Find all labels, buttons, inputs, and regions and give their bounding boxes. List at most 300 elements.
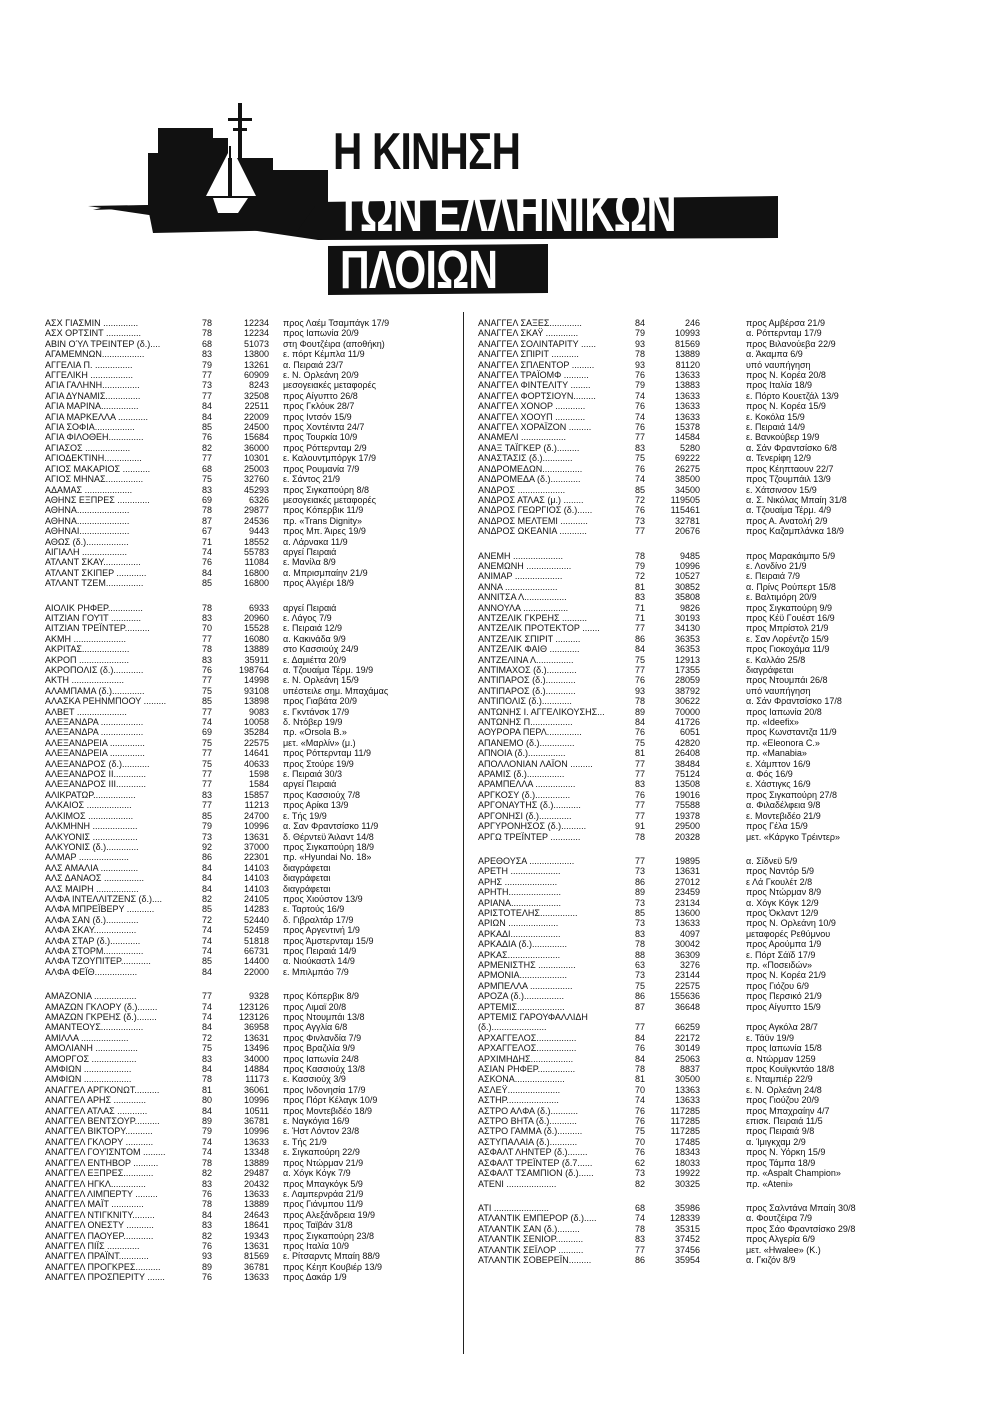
- ship-row: [478, 1043, 908, 1053]
- tonnage: 13631: [243, 1240, 269, 1251]
- build-year: 77: [634, 855, 645, 866]
- tonnage: 81120: [675, 359, 700, 370]
- ship-row: [45, 485, 455, 495]
- ship-row: [478, 328, 908, 338]
- ship-row: [45, 526, 455, 536]
- build-year: 86: [201, 852, 212, 863]
- build-year: 77: [634, 432, 645, 443]
- build-year: 74: [634, 1213, 645, 1224]
- ship-row: [45, 391, 455, 401]
- ship-row: [478, 821, 908, 831]
- tonnage: 16080: [243, 633, 269, 644]
- ship-name: ΑΝΤΖΕΛΙΚ ΣΠΙΡΙΤ ..........: [478, 633, 581, 644]
- ship-name: ΑΝΝΙΤΣΑ Λ.................: [478, 592, 567, 603]
- ship-row: [478, 1203, 908, 1213]
- ship-name: ΑΝΤΙΠΟΛΙΣ (δ.)............: [478, 696, 572, 707]
- status: προς Φινλανδία 7/9: [283, 1032, 362, 1043]
- tonnage: 6933: [248, 602, 269, 613]
- build-year: 77: [201, 769, 212, 780]
- build-year: 78: [634, 939, 645, 950]
- status: ε. Καλλάο 25/8: [746, 654, 806, 665]
- status: προς Βραζιλία 9/9: [283, 1043, 356, 1054]
- ship-row: [45, 665, 455, 675]
- build-year: 85: [201, 578, 212, 589]
- status: προς Σιγκαπούρη 18/9: [283, 841, 374, 852]
- tonnage: 27012: [674, 876, 700, 887]
- status: προς Σάο Φραντσίσκο 29/8: [746, 1223, 856, 1234]
- status: ε. Πόρτο Κουετζάλ 13/9: [746, 390, 839, 401]
- status: α. Πρίνς Ρούπερτ 15/8: [746, 581, 836, 592]
- tonnage: 13363: [674, 1084, 700, 1095]
- build-year: 68: [201, 338, 212, 349]
- build-year: 70: [201, 623, 212, 634]
- ship-row: [478, 1085, 908, 1095]
- build-year: 82: [201, 1230, 212, 1241]
- ship-row: [478, 1168, 908, 1178]
- tonnage: 30852: [674, 581, 700, 592]
- ship-name: ΑΣΚΟΝΑ....................: [478, 1074, 565, 1085]
- build-year: 82: [201, 1168, 212, 1179]
- ship-row: [478, 991, 908, 1001]
- ship-row: [478, 551, 908, 561]
- ship-row: [478, 644, 908, 654]
- status: ε. Κοκόλα 15/9: [746, 411, 805, 422]
- ship-row: [478, 1064, 908, 1074]
- status: πρ. «Ateni»: [746, 1178, 793, 1189]
- status: προς Κέηπ Κουβιέρ 13/9: [283, 1261, 383, 1272]
- ship-name: ΑΝΑΓΓΕΛ ΛΙΜΠΕΡΤΥ .........: [45, 1188, 158, 1199]
- status: ε. Πειραιά 14/9: [746, 422, 806, 433]
- ship-row: [45, 1074, 455, 1084]
- ship-row: [45, 1189, 455, 1199]
- tonnage: 12234: [243, 328, 269, 339]
- ship-row: [478, 1054, 908, 1064]
- build-year: 84: [201, 862, 212, 873]
- tonnage: 19343: [243, 1230, 269, 1241]
- status: ε. Καλουντμπόργκ 17/9: [283, 453, 376, 464]
- status: προς Σιγκαπούρη 9/9: [746, 602, 832, 613]
- ship-name: ΑΡΓΟΝΗΣΙ (δ.).............: [478, 810, 572, 821]
- tonnage: 13800: [243, 349, 269, 360]
- build-year: 79: [201, 1126, 212, 1137]
- build-year: 83: [201, 1053, 212, 1064]
- status: υπέστειλε σημ. Μπαχάμας: [283, 685, 389, 696]
- status: προς Αρούμπα 1/9: [746, 939, 822, 950]
- build-year: 74: [201, 1012, 212, 1022]
- build-year: 67: [201, 526, 212, 537]
- ship-name: ΑΛΕΞΑΝΔΡΟΣ ΙΙΙ............: [45, 779, 146, 790]
- ship-row: [478, 582, 908, 592]
- status: ε. Μπιλμπάο 7/9: [283, 966, 349, 977]
- build-year: 78: [201, 602, 212, 613]
- ship-name: ΑΔΑΜΑΣ ...................: [45, 484, 133, 495]
- ship-name: ΑΛΚΜΗΝΗ ..................: [45, 821, 138, 832]
- ship-row: [45, 1158, 455, 1168]
- tonnage: 30193: [674, 612, 700, 623]
- ship-name: ΑΝΑΓΓΕΛ ΦΙΝΤΕΛΙΤΥ ........: [478, 380, 591, 391]
- ship-row: [45, 1168, 455, 1178]
- ship-row: [45, 852, 455, 862]
- status: προς Τάμπα 18/9: [746, 1157, 816, 1168]
- tonnage: 10996: [243, 1126, 269, 1137]
- build-year: 74: [201, 546, 212, 557]
- ship-row: [478, 686, 908, 696]
- status: α. Σαν Φραντσίσκο 11/9: [283, 821, 379, 832]
- status: ε. Τάϋν 19/9: [746, 1032, 795, 1043]
- ship-name: ΑΛΦΑ ΦΕΪΘ.................: [45, 966, 138, 977]
- build-year: 70: [634, 1084, 645, 1095]
- tonnage: 10301: [243, 453, 269, 464]
- status: ε. Τής 19/9: [283, 810, 327, 821]
- tonnage: 24500: [243, 422, 269, 433]
- tonnage: 29487: [243, 1168, 269, 1179]
- status: δ. Θέρντεϋ Άιλαντ 14/8: [283, 831, 374, 842]
- build-year: 78: [201, 505, 212, 516]
- status: προς Αρίκα 13/9: [283, 800, 349, 811]
- tonnage: 198764: [238, 665, 269, 675]
- status: α. Σάν Φραντσίσκο 6/8: [746, 442, 837, 453]
- ship-row: [45, 748, 455, 758]
- ship-name: ΑΛΙΚΡΑΤΩΡ.................: [45, 789, 136, 800]
- status: προς Ταϊβάν 31/8: [283, 1220, 353, 1231]
- build-year: 93: [634, 685, 645, 696]
- ship-name: ΑΝΔΡΟΜΕΔΑ (δ.)............: [478, 474, 581, 485]
- build-year: 77: [634, 1244, 645, 1255]
- ship-row: [478, 960, 908, 970]
- build-year: 71: [634, 602, 645, 613]
- ship-name: ΑΘΩΣ (δ.).................: [45, 536, 129, 547]
- ship-row: [45, 1085, 455, 1095]
- ship-name: ΑΝΑΜΕΛΙ ..................: [478, 432, 567, 443]
- ship-name: ΑΜΑΖΩΝ ΓΚΛΟΡΥ (δ.)........: [45, 1001, 158, 1012]
- ship-row: [45, 727, 455, 737]
- tonnage: 117285: [670, 1116, 700, 1127]
- ship-row: [45, 1002, 455, 1012]
- build-year: 76: [201, 557, 212, 568]
- title-line-2: ΤΩΝ ΕΛΛΗΝΙΚΩΝ: [336, 179, 676, 244]
- ship-row: [478, 1095, 908, 1105]
- ship-group: [478, 318, 908, 537]
- ship-row: [45, 1262, 455, 1272]
- tonnage: 36353: [674, 644, 700, 655]
- ship-row: [45, 495, 455, 505]
- ship-name: ΑΓΙΑ ΓΑΛΗΝΗ...............: [45, 380, 140, 391]
- build-year: 76: [634, 463, 645, 474]
- tonnage: 75588: [674, 800, 700, 811]
- tonnage: 36309: [674, 949, 700, 960]
- ship-row: [478, 1002, 908, 1012]
- status: προς Κασσιούχ 7/8: [283, 789, 361, 800]
- ship-row: [45, 915, 455, 925]
- tonnage: 14998: [243, 675, 269, 686]
- ship-name: ΑΛΕΞΑΝΔΡΕΙΑ ..............: [45, 737, 145, 748]
- ship-row: [478, 380, 908, 390]
- build-year: 85: [201, 904, 212, 915]
- build-year: 83: [201, 789, 212, 800]
- ship-row: [45, 1220, 455, 1230]
- status: προς Ιταλία 18/9: [746, 380, 813, 391]
- tonnage: 123126: [238, 1001, 269, 1012]
- build-year: 76: [634, 1147, 645, 1158]
- ship-row: [45, 412, 455, 422]
- status: προς Γιαβάτα 20/9: [283, 696, 357, 707]
- build-year: 85: [634, 907, 645, 918]
- status: ε. Τής 21/9: [283, 1136, 327, 1147]
- status: α. Χόγκ Κόγκ 12/9: [746, 897, 819, 908]
- ship-row: [45, 925, 455, 935]
- status: προς Ν. Ορλεάνη 10/9: [746, 918, 836, 929]
- ship-row: [478, 485, 908, 495]
- build-year: 76: [634, 505, 645, 516]
- build-year: 79: [634, 328, 645, 339]
- tonnage: 13631: [674, 866, 700, 877]
- ship-row: [478, 1255, 908, 1265]
- status: προς Κασσιούχ 13/8: [283, 1064, 366, 1075]
- ship-name: ΑΛΦΑ ΙΝΤΕΛΛΙΤΖΕΝΣ (δ.)....: [45, 893, 163, 904]
- build-year: 77: [201, 991, 212, 1002]
- ship-name: ΑΘΗΝΑΙ....................: [45, 526, 130, 537]
- ship-row: [478, 748, 908, 758]
- build-year: 84: [634, 318, 645, 328]
- ship-name: ΑΝΝΑ .....................: [478, 581, 558, 592]
- tonnage: 66259: [674, 1022, 700, 1033]
- ship-name: ΑΡΜΟΝΙΑ...................: [478, 970, 568, 981]
- ship-row: [45, 884, 455, 894]
- build-year: 75: [201, 758, 212, 769]
- status: ε. Γκντάνσκ 17/9: [283, 706, 350, 717]
- tonnage: 36000: [243, 442, 269, 453]
- status: προς Αργεντινή 1/9: [283, 925, 360, 936]
- ship-row: [45, 967, 455, 977]
- ship-name: ΑΡΜΠΕΛΛΑ .................: [478, 980, 573, 991]
- tonnage: 14584: [674, 432, 700, 443]
- tonnage: 75124: [674, 769, 700, 780]
- ship-name: ΑΝΤΙΠΑΡΟΣ (δ.)............: [478, 685, 576, 696]
- tonnage: 15857: [243, 789, 269, 800]
- ship-name: ΑΛΚΥΟΝΙΣ (δ.).............: [45, 841, 139, 852]
- ship-name: ΑΡΙΣΤΟΤΕΛΗΣ...............: [478, 907, 578, 918]
- tonnage: 36061: [243, 1084, 269, 1095]
- tonnage: 51073: [243, 338, 269, 349]
- tonnage: 24536: [243, 515, 269, 526]
- ship-row: [45, 1043, 455, 1053]
- status: προς Ναντόρ 5/9: [746, 866, 815, 877]
- status: πρ. «Orsola B.»: [283, 727, 347, 738]
- ship-row: [45, 1137, 455, 1147]
- tonnage: 14283: [243, 904, 269, 915]
- ship-name: ΑΡΚΑΣ.....................: [478, 949, 561, 960]
- ship-row: [45, 1064, 455, 1074]
- tonnage: 15378: [674, 422, 700, 433]
- status: υπό ναυπήγηση: [746, 359, 811, 370]
- tonnage: 6051: [679, 727, 700, 738]
- ship-row: [45, 717, 455, 727]
- ship-row: [45, 821, 455, 831]
- ship-row: [45, 904, 455, 914]
- ship-row: [478, 981, 908, 991]
- build-year: 84: [634, 717, 645, 728]
- ship-row: [478, 1234, 908, 1244]
- build-year: 85: [634, 484, 645, 495]
- status: ε. Ν. Ορλεάνη 20/9: [283, 370, 359, 381]
- ship-row: [478, 811, 908, 821]
- build-year: 76: [634, 727, 645, 738]
- status: ε. Κασσιούχ 3/9: [283, 1074, 346, 1085]
- tonnage: 9485: [679, 550, 700, 561]
- status: προς Γιόζου 6/9: [746, 980, 810, 991]
- ship-row: [45, 360, 455, 370]
- ship-name: ΑΜΑΝΤΕΟΥΣ.................: [45, 1022, 144, 1033]
- ship-row: [45, 474, 455, 484]
- build-year: 84: [201, 401, 212, 412]
- tonnage: 38484: [674, 758, 700, 769]
- ship-name: ΑΝΑΓΓΕΛ ΗΓΚΛ..............: [45, 1178, 146, 1189]
- status: α. Ντώρμαν 1259: [746, 1053, 816, 1064]
- build-year: 88: [634, 949, 645, 960]
- status: α. Σάν Φραντσίσκο 17/8: [746, 696, 842, 707]
- tonnage: 13633: [674, 918, 700, 929]
- tonnage: 117285: [670, 1126, 700, 1137]
- build-year: 93: [634, 359, 645, 370]
- ship-name: ΑΛΕΞΑΝΔΡΑ .................: [45, 717, 144, 728]
- ship-name: ΑΠΟΛΛΟΝΙΑΝ ΛΑΪΟΝ .........: [478, 758, 593, 769]
- ship-name: ΑΡΕΤΗ ....................: [478, 866, 561, 877]
- status: α. Τενερίφη 12/9: [746, 453, 812, 464]
- tonnage: 36648: [674, 1001, 700, 1012]
- ship-row: [45, 644, 455, 654]
- build-year: 69: [201, 494, 212, 505]
- ship-name: ΑΘΗΝΑ.....................: [45, 505, 130, 516]
- ship-row: [45, 1251, 455, 1261]
- build-year: 85: [201, 956, 212, 967]
- ship-row: [45, 401, 455, 411]
- status: προς Αλγιέρι 18/9: [283, 578, 354, 589]
- ship-name: ΑΛΒΕΤ ....................: [45, 706, 127, 717]
- build-year: 93: [634, 338, 645, 349]
- ship-name: ΑΝΑΓΓΕΛ ΠΡΑΪΝΤ............: [45, 1251, 149, 1262]
- tonnage: 30622: [674, 696, 700, 707]
- ship-row: [478, 1116, 908, 1126]
- status: πρ. «Eleonora C.»: [746, 737, 820, 748]
- ship-name: ΑΜΙΛΛΑ ...................: [45, 1032, 129, 1043]
- tonnage: 18343: [674, 1147, 700, 1158]
- ship-name: ΑΝΑΞ ΤΑΪΓΚΕΡ (δ.).........: [478, 442, 580, 453]
- ship-name: ΑΝΙΜΑΡ ...................: [478, 571, 563, 582]
- ship-name: ΑΝΑΓΓΕΛ ΒΕΝΤΣΟΥΡ..........: [45, 1116, 160, 1127]
- build-year: 62: [634, 1157, 645, 1168]
- tonnage: 34500: [674, 484, 700, 495]
- build-year: 83: [201, 654, 212, 665]
- status: ε. Σιγκαπούρη 22/9: [283, 1147, 360, 1158]
- build-year: 81: [201, 1084, 212, 1095]
- status: προς Αγγλία 6/8: [283, 1022, 348, 1033]
- ship-row: [45, 516, 455, 526]
- ship-name: ΑΠΝΟΙΑ (δ.)...............: [478, 748, 566, 759]
- ship-row: [478, 866, 908, 876]
- tonnage: 10058: [243, 717, 269, 728]
- tonnage: 36781: [243, 1261, 269, 1272]
- ship-name: ΑΜΑΖΟΝΙΑ .................: [45, 991, 137, 1002]
- status: ε. Βανκούβερ 19/9: [746, 432, 820, 443]
- build-year: 77: [634, 758, 645, 769]
- status: προς Κουϊγκντάο 18/8: [746, 1064, 835, 1075]
- tonnage: 8837: [679, 1064, 700, 1075]
- build-year: 78: [634, 349, 645, 360]
- build-year: 76: [634, 1116, 645, 1127]
- ship-row: [45, 696, 455, 706]
- status: ε. Δαμιέττα 20/9: [283, 654, 347, 665]
- status: α. Τζουαίμα Τέρμ. 19/9: [283, 665, 374, 675]
- ship-name: ΑΣΧ ΟΡΤΣΙΝΤ ..............: [45, 328, 141, 339]
- build-year: 82: [634, 1178, 645, 1189]
- status: διαγράφεται: [283, 873, 331, 884]
- status: ε. Σαν Λορέντζο 15/9: [746, 633, 829, 644]
- ship-row: [478, 707, 908, 717]
- status: πρ. «Hyundai No. 18»: [283, 852, 372, 863]
- build-year: 77: [634, 665, 645, 675]
- build-year: 76: [201, 1240, 212, 1251]
- tonnage: 22575: [674, 980, 700, 991]
- ship-name: ΑΤΛΑΝΤΙΚ ΣΑΝ (δ.).........: [478, 1223, 580, 1234]
- ship-name: ΑΣΤΡΟ ΒΗΤΑ (δ.)...........: [478, 1116, 577, 1127]
- tonnage: 14103: [243, 883, 269, 894]
- ship-row: [478, 665, 908, 675]
- tonnage: 13631: [243, 831, 269, 842]
- ship-row: [478, 950, 908, 960]
- status: προς Πειραιά 9/8: [746, 1126, 815, 1137]
- tonnage: 15528: [243, 623, 269, 634]
- status: προς Καζαμπλάνκα 18/9: [746, 526, 844, 537]
- status: προς Χοντέιντα 24/7: [283, 422, 365, 433]
- ship-name: ΑΓΙΑ ΦΙΛΟΘΕΗ..............: [45, 432, 144, 443]
- ship-row: [478, 898, 908, 908]
- status: προς Σαλντάνα Μπαίη 30/8: [746, 1202, 856, 1213]
- ship-name: ΑΝΑΓΓΕΛ ΕΞΠΡΕΣ............: [45, 1168, 154, 1179]
- ship-name: ΑΛΑΜΠΑΜΑ (δ.).............: [45, 685, 145, 696]
- build-year: 84: [201, 966, 212, 977]
- ship-name: ΑΛΣ ΜΑΙΡΗ .................: [45, 883, 139, 894]
- ship-row: [478, 370, 908, 380]
- ship-row: [45, 1210, 455, 1220]
- ship-name: ΑΝΤΩΝΗΣ Π.................: [478, 717, 573, 728]
- ship-row: [478, 623, 908, 633]
- tonnage: 10996: [243, 821, 269, 832]
- tonnage: 45293: [243, 484, 269, 495]
- tonnage: 13889: [243, 1157, 269, 1168]
- ship-name: ΑΝΔΡΟΣ ΑΤΛΑΣ (μ.) ........: [478, 494, 584, 505]
- ship-name: ΑΣΦΑΛΤ ΤΣΑΜΠΙΟΝ (δ.)......: [478, 1168, 594, 1179]
- ship-row: [45, 956, 455, 966]
- tonnage: 14400: [243, 956, 269, 967]
- ship-name: ΑΡΙΩΝ ....................: [478, 918, 559, 929]
- status: ε. Ναγκόγια 16/9: [283, 1116, 350, 1127]
- ship-row: [45, 946, 455, 956]
- status: προς Μπαγκόγκ 5/9: [283, 1178, 363, 1189]
- ship-name: ΑΝΑΓΓΕΛ ΣΟΛΙΝΤΑΡΙΤΥ ......: [478, 338, 597, 349]
- ship-row: [478, 908, 908, 918]
- status: στη Φουτζέιρα (αποθήκη): [283, 338, 385, 349]
- ship-name: ΑΝΝΟΥΛΑ ..................: [478, 602, 569, 613]
- ship-name: ΑΙΓΙΑΛΗ ..................: [45, 546, 127, 557]
- tonnage: 14641: [243, 748, 269, 759]
- build-year: 78: [634, 1223, 645, 1234]
- ship-name: ΑΛΕΞΑΝΔΡΟΣ ΙΙ.............: [45, 769, 146, 780]
- ship-name: ΑΤΛΑΝΤΙΚ ΣΟΒΕΡΕΪΝ.........: [478, 1254, 592, 1265]
- ship-row: [478, 727, 908, 737]
- tonnage: 23144: [674, 970, 700, 981]
- ship-name: ΑΡΜΕΝΙΣΤΗΣ ...............: [478, 959, 576, 970]
- build-year: 83: [634, 1234, 645, 1245]
